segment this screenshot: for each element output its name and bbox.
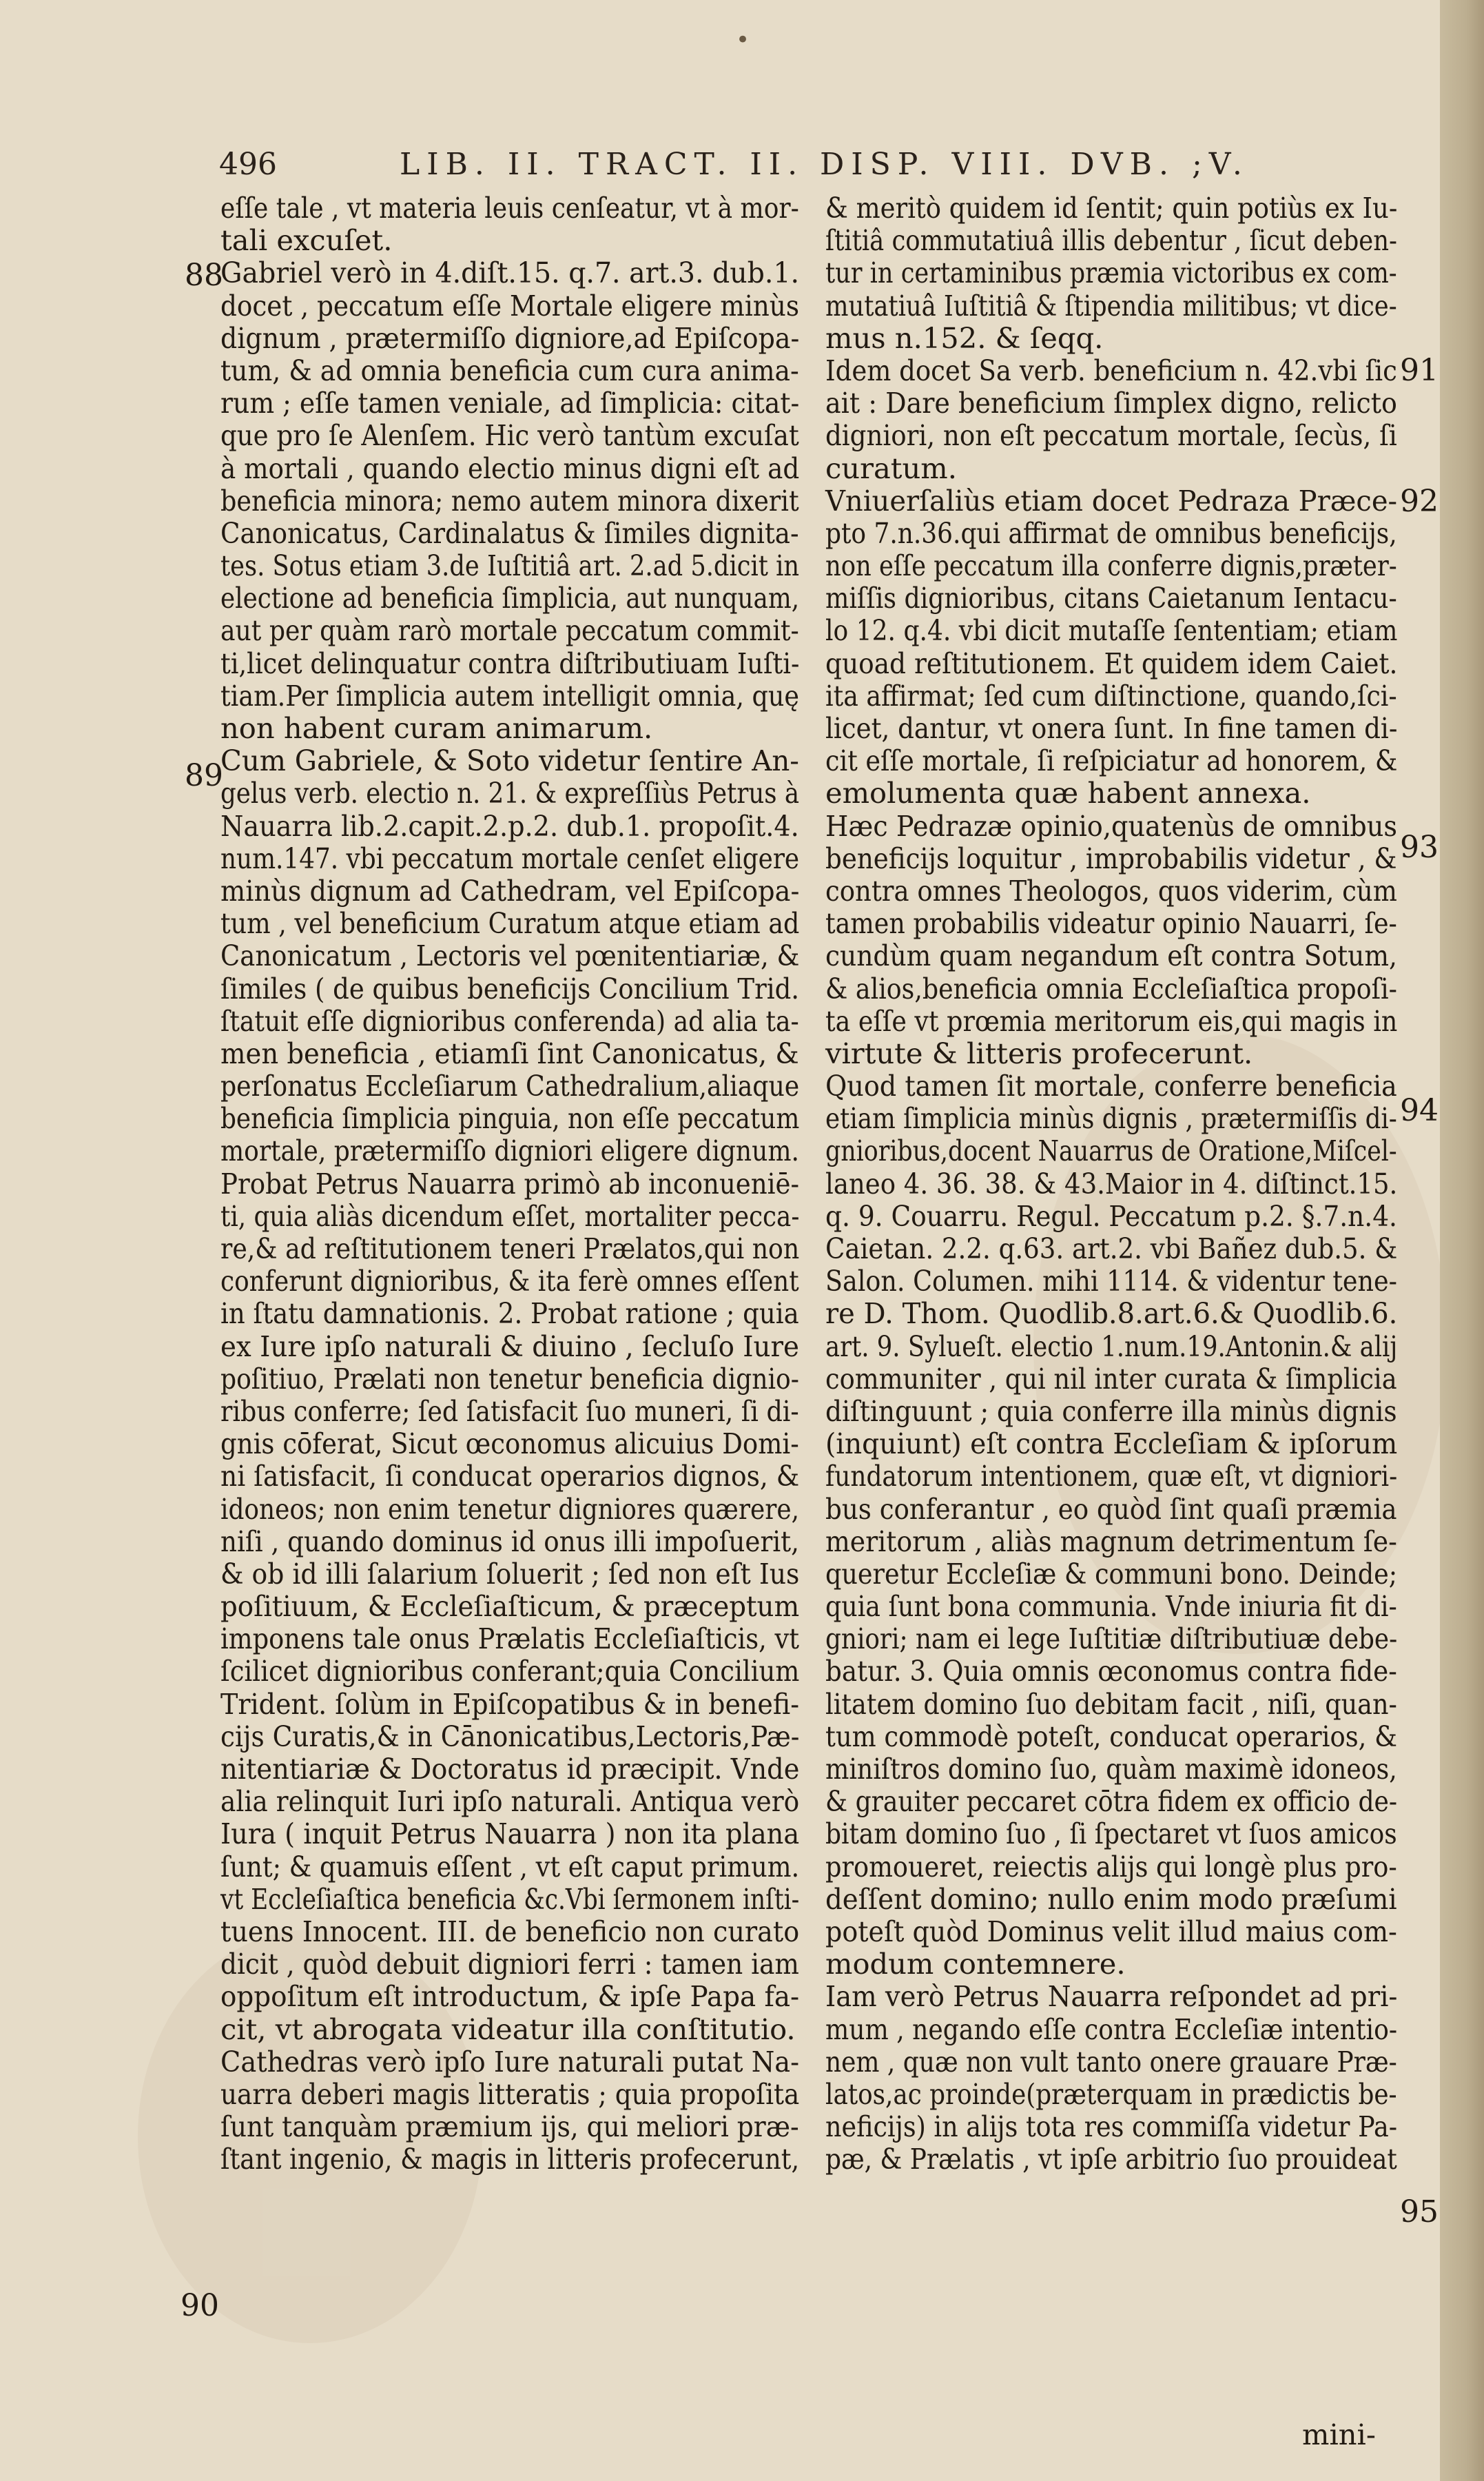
text-line: tur in certaminibus præmia victoribus ex com- bbox=[825, 256, 1397, 290]
text-line: tum , vel beneficium Curatum atque etiam ad bbox=[220, 906, 800, 941]
text-line: Nauarra lib.2.capit.2.p.2. dub.1. propoſit.4. bbox=[220, 808, 799, 843]
text-line: non habent curam animarum. bbox=[220, 711, 653, 745]
text-line: pæ, & Prælatis , vt ipſe arbitrio ſuo prouideat bbox=[825, 2142, 1397, 2176]
text-line: & grauiter peccaret cōtra fidem ex officio de- bbox=[825, 1784, 1398, 1819]
text-line: niſi , quando dominus id onus illi impoſuerit, bbox=[220, 1524, 799, 1558]
margin-number-94: 94 bbox=[1400, 1093, 1439, 1128]
text-line: fundatorum intentionem, quæ eſt, vt digniori- bbox=[825, 1459, 1398, 1493]
text-line: Caietan. 2.2. q.63. art.2. vbi Bañez dub.5. & bbox=[825, 1232, 1398, 1265]
text-line: beneficia minora; nemo autem minora dixerit bbox=[220, 483, 799, 518]
text-line: ſunt tanquàm præmium ijs, qui meliori præ- bbox=[220, 2110, 799, 2144]
text-line: poſitiuum, & Eccleſiaſticum, & præceptum bbox=[220, 1589, 800, 1624]
text-line: Vniuerſaliùs etiam docet Pedraza Præce- bbox=[825, 483, 1398, 518]
text-line: beneficijs loquitur , improbabilis videtur , & bbox=[825, 841, 1397, 875]
text-line: miniſtros domino ſuo, quàm maximè idoneos, bbox=[825, 1752, 1397, 1786]
text-line: idoneos; non enim tenetur digniores quærere, bbox=[220, 1491, 800, 1526]
margin-number-89: 89 bbox=[185, 758, 223, 793]
text-line: ait : Dare beneficium ſimplex digno, relicto bbox=[825, 386, 1397, 420]
text-line: nem , quæ non vult tanto onere grauare Præ- bbox=[825, 2044, 1397, 2079]
text-line: miſſis dignioribus, citans Caietanum Ientacu- bbox=[825, 581, 1397, 615]
text-line: lo 12. q.4. vbi dicit mutaſſe ſententiam; etiam bbox=[825, 613, 1398, 648]
text-line: perſonatus Eccleſiarum Cathedralium,aliaque bbox=[220, 1069, 800, 1103]
text-line: quia ſunt bona communia. Vnde iniuria fit di- bbox=[825, 1589, 1397, 1624]
text-line: cit, vt abrogata videatur illa conſtitutio. bbox=[220, 2012, 796, 2046]
text-line: Gabriel verò in 4.diſt.15. q.7. art.3. dub.1. bbox=[220, 256, 800, 290]
text-line: licet, dantur, vt onera ſunt. In fine tamen di- bbox=[825, 711, 1398, 745]
text-line: Quod tamen ſit mortale, conferre beneficia bbox=[825, 1069, 1397, 1103]
text-line: cit eſſe mortale, ſi reſpiciatur ad honorem, & bbox=[825, 744, 1398, 778]
text-line: ſtatuit eſſe dignioribus conferenda) ad alia ta- bbox=[220, 1003, 799, 1038]
book-fore-edge bbox=[1440, 0, 1484, 2481]
text-line: bus conferantur , eo quòd ſint quaſi præmia bbox=[825, 1491, 1397, 1526]
text-line: ita affirmat; ſed cum diſtinctione, quando,ſci- bbox=[825, 678, 1397, 713]
text-line: beneficia ſimplicia pinguia, non eſſe peccatum bbox=[220, 1101, 800, 1136]
text-line: mutatiuâ Iuſtitiâ & ſtipendia militibus; vt dice- bbox=[825, 288, 1397, 323]
text-line: diſtinguunt ; quia conferre illa minùs dignis bbox=[825, 1393, 1397, 1428]
text-line: ſtitiâ commutatiuâ illis debentur , ſicut deben- bbox=[825, 223, 1397, 258]
text-line: imponens tale onus Prælatis Eccleſiaſticis, vt bbox=[220, 1622, 800, 1656]
text-line: ribus conferre; ſed ſatisfacit ſuo muneri, ſi di- bbox=[220, 1393, 799, 1428]
text-line: ſunt; & quamuis eſſent , vt eſt caput primum. bbox=[220, 1849, 800, 1883]
text-line: & alios,beneficia omnia Eccleſiaſtica propoſi- bbox=[825, 971, 1397, 1005]
text-line: poſitiuo, Prælati non tenetur beneficia dignio- bbox=[220, 1361, 799, 1396]
text-line: laneo 4. 36. 38. & 43.Maior in 4. diſtinct.15. bbox=[825, 1166, 1398, 1201]
text-line: litatem domino ſuo debitam facit , niſi, quan- bbox=[825, 1686, 1397, 1721]
text-line: re D. Thom. Quodlib.8.art.6.& Quodlib.6. bbox=[825, 1296, 1398, 1331]
text-line: gniori; nam ei lege Iuſtitiæ diſtributiuæ debe- bbox=[825, 1622, 1398, 1656]
text-line: queretur Eccleſiæ & communi bono. Deinde; bbox=[825, 1556, 1398, 1591]
text-line: tali excuſet. bbox=[220, 223, 393, 258]
text-line: Hæc Pedrazæ opinio,quatenùs de omnibus bbox=[825, 808, 1397, 843]
text-line: poteſt quòd Dominus velit illud maius com- bbox=[825, 1914, 1397, 1948]
text-line: non eſſe peccatum illa conferre dignis,præter- bbox=[825, 549, 1397, 583]
margin-number-93: 93 bbox=[1400, 830, 1439, 865]
text-line: alia relinquit Iuri ipſo naturali. Antiqua verò bbox=[220, 1784, 800, 1819]
text-line: tamen probabilis videatur opinio Nauarri, ſe- bbox=[825, 906, 1397, 941]
text-line: art. 9. Sylueſt. electio 1.num.19.Antonin.& alij bbox=[825, 1329, 1398, 1363]
text-line: uarra deberi magis litteratis ; quia propoſita bbox=[220, 2076, 800, 2111]
text-line: contra omnes Theologos, quos viderim, cùm bbox=[825, 873, 1397, 908]
text-line: Iura ( inquit Petrus Nauarra ) non ita plana bbox=[220, 1817, 800, 1851]
text-line: latos,ac proinde(præterquam in prædictis be- bbox=[825, 2076, 1397, 2111]
text-line: dignum , prætermiſſo digniore,ad Epiſcopa- bbox=[220, 320, 800, 355]
text-line: promoueret, reiectis alijs qui longè plus pro- bbox=[825, 1849, 1397, 1883]
catchword: mini- bbox=[1302, 2418, 1376, 2451]
text-line: ſcilicet dignioribus conferant;quia Concilium bbox=[220, 1654, 800, 1688]
text-line: bitam domino ſuo , ſi ſpectaret vt ſuos amicos bbox=[825, 1817, 1397, 1851]
margin-number-91: 91 bbox=[1400, 353, 1439, 388]
text-line: ta eſſe vt prœmia meritorum eis,qui magis in bbox=[825, 1003, 1398, 1038]
text-line: virtute & litteris profecerunt. bbox=[825, 1036, 1253, 1070]
text-line: curatum. bbox=[825, 451, 957, 485]
page-number: 496 bbox=[219, 147, 277, 182]
text-line: re,& ad reſtitutionem teneri Prælatos,qui non bbox=[220, 1232, 800, 1265]
text-line: & ob id illi ſalarium ſoluerit ; ſed non eſt Ius bbox=[220, 1556, 800, 1591]
text-line: Iam verò Petrus Nauarra reſpondet ad pri- bbox=[825, 1979, 1398, 2014]
text-line: ſtant ingenio, & magis in litteris profecerunt, bbox=[220, 2142, 800, 2176]
text-line: Idem docet Sa verb. beneficium n. 42.vbi ſic bbox=[825, 353, 1397, 387]
margin-number-88: 88 bbox=[185, 258, 223, 293]
text-line: & meritò quidem id ſentit; quin potiùs ex Iu- bbox=[825, 191, 1398, 225]
text-line: in ſtatu damnationis. 2. Probat ratione ; quia bbox=[220, 1296, 799, 1331]
text-line: Trident. ſolùm in Epiſcopatibus & in benefi- bbox=[220, 1686, 800, 1721]
text-line: communiter , qui nil inter curata & ſimplicia bbox=[825, 1361, 1397, 1396]
text-line: q. 9. Couarru. Regul. Peccatum p.2. §.7.n.4. bbox=[825, 1198, 1397, 1233]
text-line: eſſe tale , vt materia leuis cenſeatur, vt à mor- bbox=[220, 191, 799, 225]
text-line: vt Eccleſiaſtica beneficia &c.Vbi ſermonem inſti- bbox=[220, 1881, 800, 1916]
text-line: minùs dignum ad Cathedram, vel Epiſcopa- bbox=[220, 873, 800, 908]
text-line: neficijs) in alijs tota res commiſſa videtur Pa- bbox=[825, 2110, 1398, 2144]
text-line: electione ad beneficia ſimplicia, aut nunquam, bbox=[220, 581, 800, 615]
text-line: oppoſitum eſt introductum, & ipſe Papa fa- bbox=[220, 1979, 800, 2014]
right-column bbox=[825, 192, 1397, 2175]
text-line: cijs Curatis,& in Cānonicatibus,Lectoris,Pæ- bbox=[220, 1719, 800, 1753]
text-line: tuens Innocent. III. de beneficio non curato bbox=[220, 1914, 800, 1948]
header-left: LIB. II. TRACT. II. bbox=[400, 147, 805, 182]
ink-dot: • bbox=[736, 26, 750, 54]
text-line: dicit , quòd debuit digniori ferri : tamen iam bbox=[220, 1947, 799, 1981]
text-line: cundùm quam negandum eſt contra Sotum, bbox=[825, 939, 1397, 973]
text-line: que pro ſe Alenſem. Hic verò tantùm excuſat bbox=[220, 418, 799, 453]
margin-number-92: 92 bbox=[1400, 484, 1439, 519]
text-line: men beneficia , etiamſi ſint Canonicatus, & bbox=[220, 1036, 799, 1070]
text-line: aut per quàm rarò mortale peccatum commit- bbox=[220, 613, 799, 648]
text-line: Salon. Columen. mihi 1114. & videntur tene- bbox=[825, 1264, 1397, 1298]
text-line: deſſent domino; nullo enim modo præſumi bbox=[825, 1881, 1397, 1916]
text-line: etiam ſimplicia minùs dignis , prætermiſſis di- bbox=[825, 1101, 1397, 1136]
text-line: gnioribus,docent Nauarrus de Oratione,Miſcel- bbox=[825, 1134, 1397, 1168]
running-header bbox=[0, 141, 1440, 196]
margin-number-95: 95 bbox=[1400, 2194, 1439, 2229]
text-line: ti,licet delinquatur contra diſtributiuam Iuſti- bbox=[220, 646, 800, 680]
text-line: digniori, non eſt peccatum mortale, ſecùs, ſi bbox=[825, 418, 1397, 453]
text-line: conferunt dignioribus, & ita ferè omnes eſſent bbox=[220, 1264, 799, 1298]
text-line: à mortali , quando electio minus digni eſt ad bbox=[220, 451, 800, 485]
text-line: ſimiles ( de quibus beneficijs Concilium Trid. bbox=[220, 971, 800, 1005]
text-line: mum , negando eſſe contra Eccleſiæ intentio- bbox=[825, 2012, 1398, 2046]
text-line: quoad reſtitutionem. Et quidem idem Caiet. bbox=[825, 646, 1398, 680]
text-line: ex Iure ipſo naturali & diuino , ſecluſo Iure bbox=[220, 1329, 799, 1363]
text-line: mus n.152. & ſeqq. bbox=[825, 320, 1104, 355]
text-line: Canonicatus, Cardinalatus & ſimiles dignita- bbox=[220, 515, 799, 550]
text-line: Cathedras verò ipſo Iure naturali putat Na- bbox=[220, 2044, 800, 2079]
text-line: Cum Gabriele, & Soto videtur ſentire An- bbox=[220, 744, 799, 778]
text-line: Canonicatum , Lectoris vel pœnitentiariæ, & bbox=[220, 939, 800, 973]
text-line: modum contemnere. bbox=[825, 1947, 1126, 1981]
text-line: meritorum , aliàs magnum detrimentum ſe- bbox=[825, 1524, 1397, 1558]
text-line: docet , peccatum eſſe Mortale eligere minùs bbox=[220, 288, 800, 323]
text-line: ti, quia aliàs dicendum eſſet, mortaliter pecca- bbox=[220, 1198, 800, 1233]
text-line: tum commodè poteſt, conducat operarios, & bbox=[825, 1719, 1398, 1753]
text-line: pto 7.n.36.qui affirmat de omnibus beneficijs, bbox=[825, 515, 1397, 550]
text-line: emolumenta quæ habent annexa. bbox=[825, 776, 1311, 810]
text-line: tes. Sotus etiam 3.de Iuſtitiâ art. 2.ad 5.dicit in bbox=[220, 549, 800, 583]
text-line: batur. 3. Quia omnis œconomus contra fide- bbox=[825, 1654, 1397, 1688]
text-line: mortale, prætermiſſo digniori eligere dignum. bbox=[220, 1134, 799, 1168]
text-line: gnis cōferat, Sicut œconomus alicuius Domi- bbox=[220, 1427, 799, 1461]
text-line: ni ſatisfacit, ſi conducat operarios dignos, & bbox=[220, 1459, 800, 1493]
text-line: (inquiunt) eſt contra Eccleſiam & ipſorum bbox=[825, 1427, 1398, 1461]
margin-number-90: 90 bbox=[181, 2288, 219, 2323]
text-line: nitentiariæ & Doctoratus id præcipit. Vnde bbox=[220, 1752, 800, 1786]
text-line: num.147. vbi peccatum mortale cenſet eligere bbox=[220, 841, 800, 875]
text-line: rum ; eſſe tamen veniale, ad ſimplicia: citat- bbox=[220, 386, 800, 420]
left-column bbox=[220, 192, 799, 2175]
text-line: Probat Petrus Nauarra primò ab inconueniē- bbox=[220, 1166, 800, 1201]
text-line: tiam.Per ſimplicia autem intelligit omnia, quę bbox=[220, 678, 799, 713]
header-right: DISP. VIII. DVB. ;V. bbox=[820, 147, 1249, 182]
text-line: tum, & ad omnia beneficia cum cura anima- bbox=[220, 353, 799, 387]
text-line: gelus verb. electio n. 21. & expreſſiùs Petrus à bbox=[220, 776, 800, 810]
